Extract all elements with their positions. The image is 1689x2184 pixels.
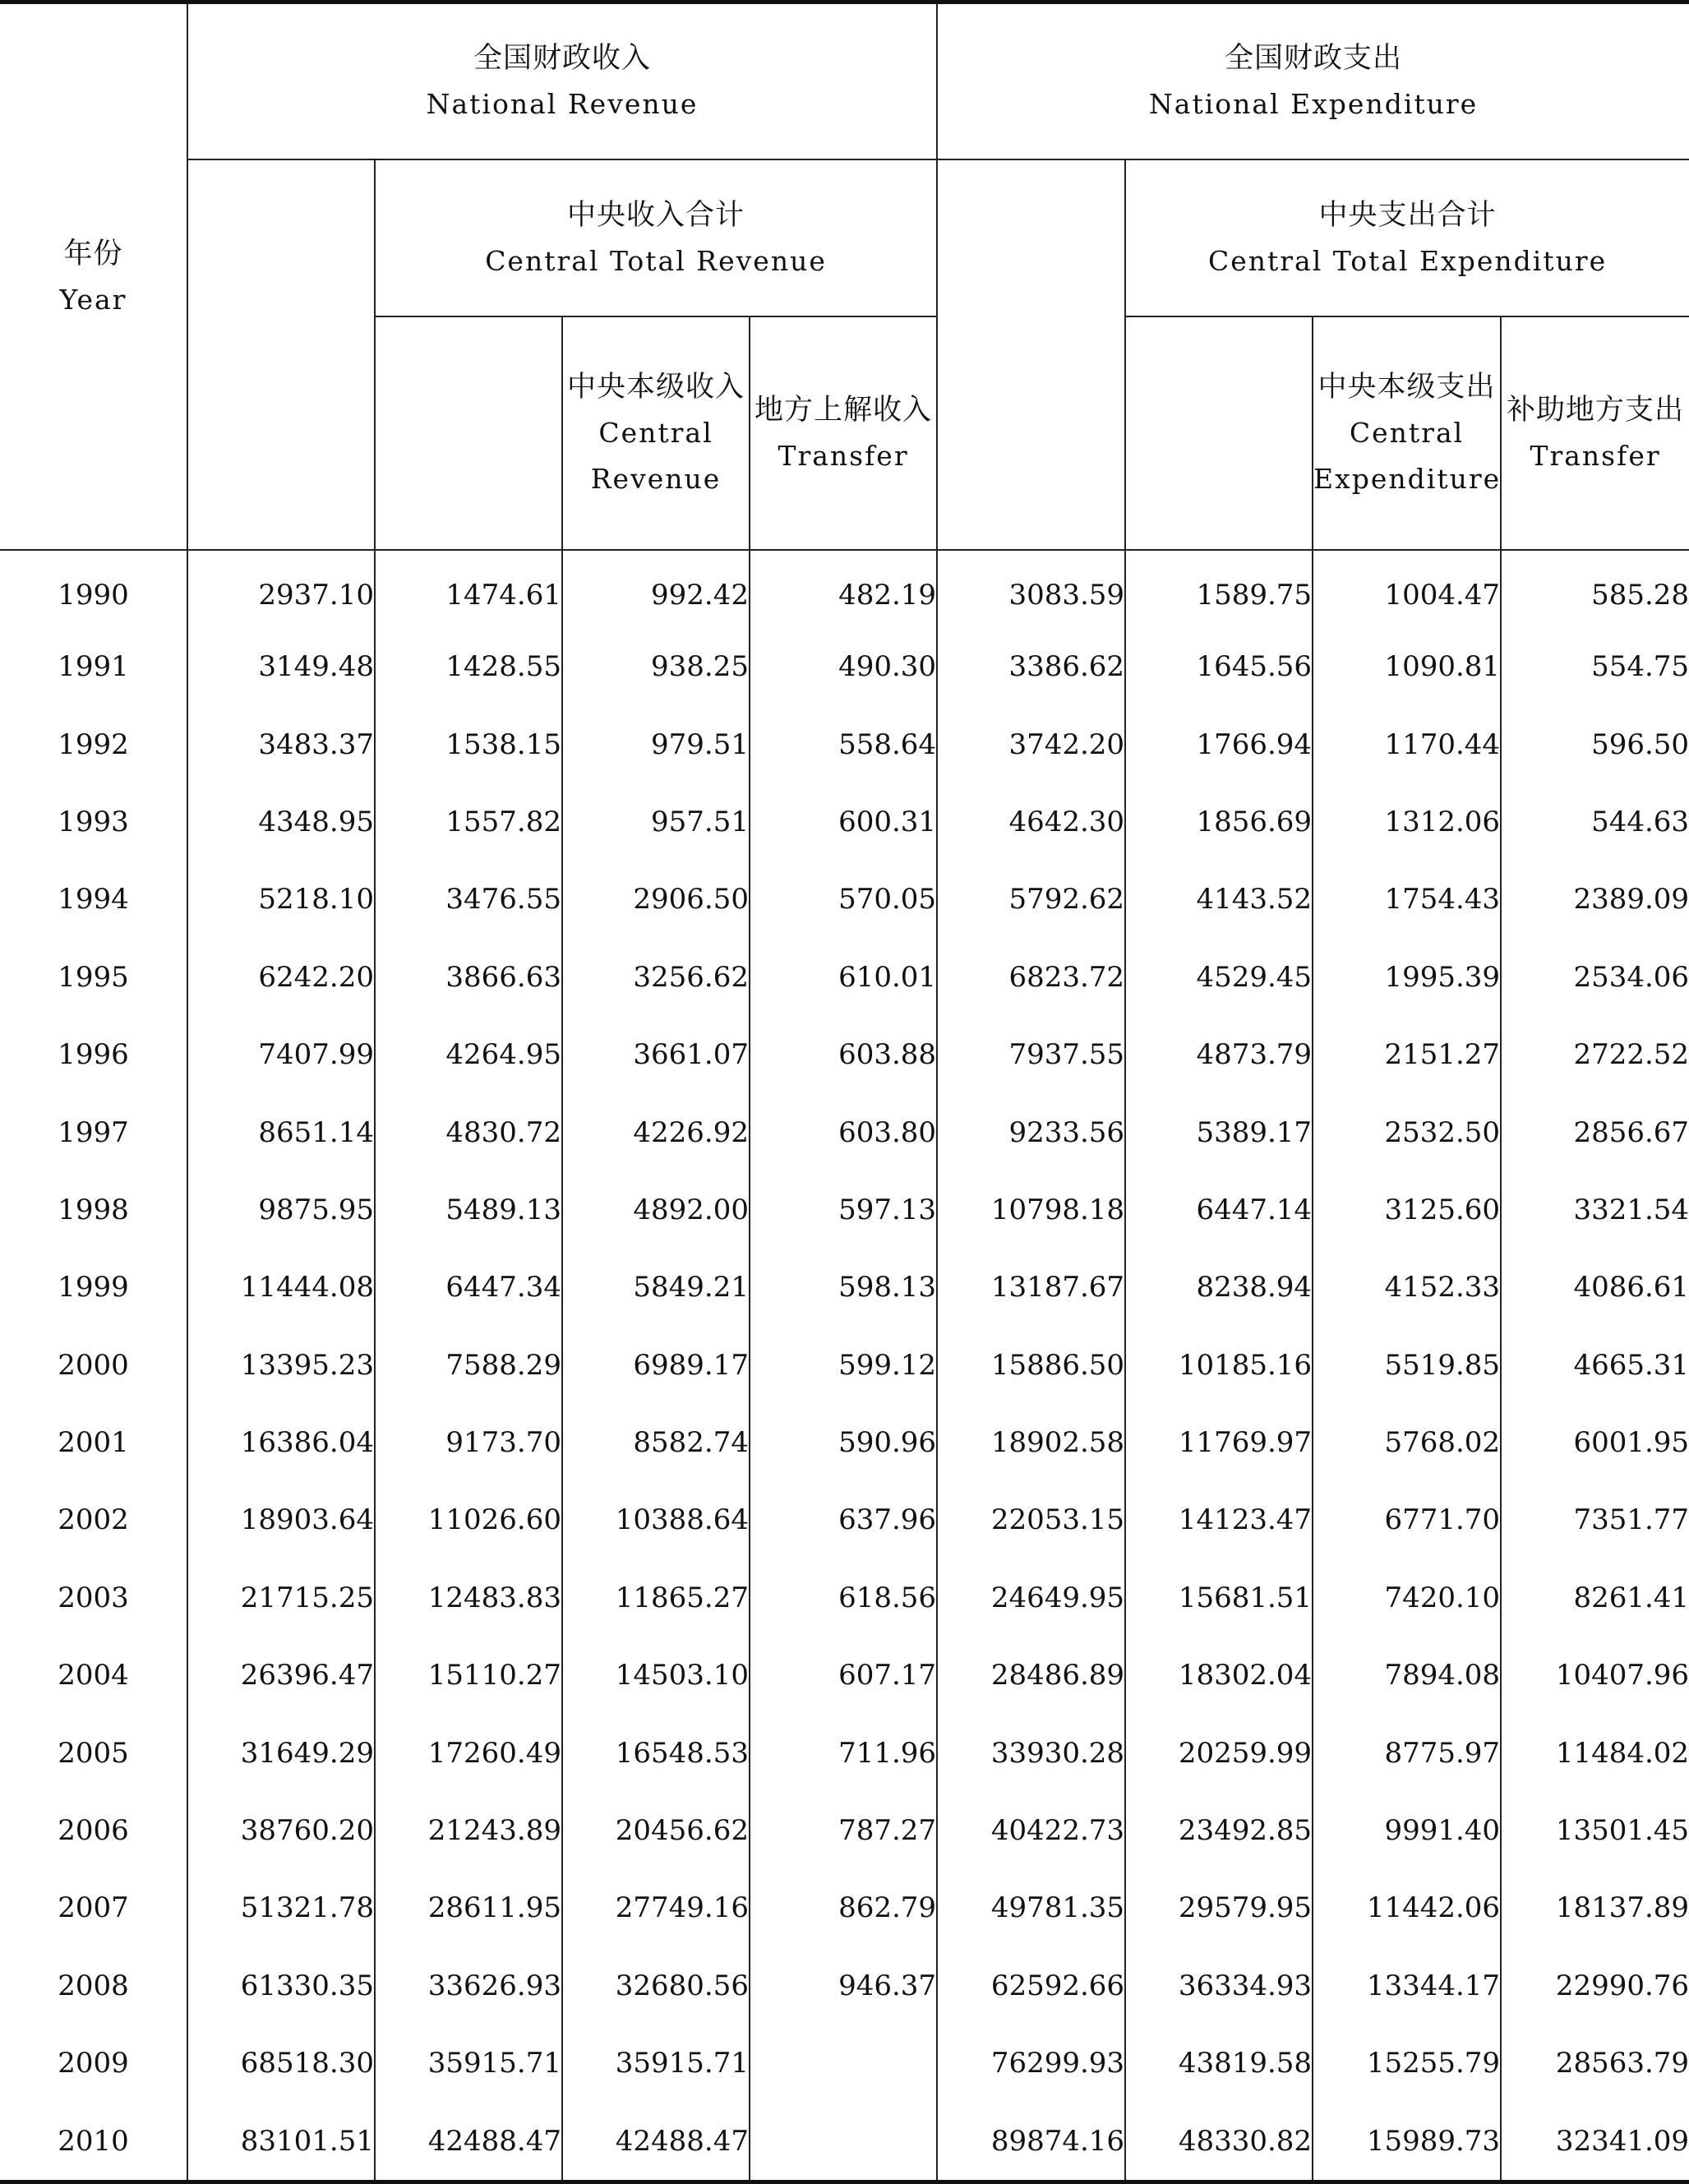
cell-transfer-in: 711.96 bbox=[750, 1714, 937, 1791]
cell-central-total-revenue: 1557.82 bbox=[375, 783, 562, 861]
cell-central-expenditure: 1170.44 bbox=[1313, 705, 1501, 783]
cell-central-total-revenue: 1538.15 bbox=[375, 705, 562, 783]
cell-central-revenue: 10388.64 bbox=[562, 1481, 750, 1558]
header-central-total-revenue bbox=[375, 159, 937, 316]
cell-national-revenue: 3483.37 bbox=[187, 705, 375, 783]
cell-national-revenue: 16386.04 bbox=[187, 1404, 375, 1481]
cell-national-revenue: 5218.10 bbox=[187, 861, 375, 938]
table-row bbox=[0, 1404, 1689, 1481]
cell-transfer-out: 32341.09 bbox=[1501, 2102, 1689, 2182]
cell-central-total-revenue: 5489.13 bbox=[375, 1171, 562, 1249]
cell-central-total-revenue: 4830.72 bbox=[375, 1093, 562, 1170]
cell-transfer-out: 4086.61 bbox=[1501, 1249, 1689, 1326]
cell-central-total-revenue: 28611.95 bbox=[375, 1869, 562, 1946]
cell-transfer-in: 482.19 bbox=[750, 550, 937, 628]
cell-central-revenue: 16548.53 bbox=[562, 1714, 750, 1791]
cell-year: 1998 bbox=[58, 1193, 129, 1226]
cell-central-total-expenditure: 5389.17 bbox=[1125, 1093, 1313, 1170]
cell-transfer-out: 2534.06 bbox=[1501, 939, 1689, 1016]
cell-year: 1995 bbox=[58, 960, 129, 994]
header-central-revenue-en1: Central bbox=[598, 417, 713, 449]
cell-central-total-revenue: 17260.49 bbox=[375, 1714, 562, 1791]
cell-year: 1997 bbox=[58, 1115, 129, 1149]
cell-transfer-out: 8261.41 bbox=[1501, 1559, 1689, 1637]
cell-transfer-in: 603.80 bbox=[750, 1093, 937, 1170]
cell-transfer-out: 6001.95 bbox=[1501, 1404, 1689, 1481]
cell-central-expenditure: 13344.17 bbox=[1313, 1947, 1501, 2025]
table-row bbox=[0, 1869, 1689, 1946]
cell-central-total-expenditure: 4143.52 bbox=[1125, 861, 1313, 938]
cell-central-total-revenue: 11026.60 bbox=[375, 1481, 562, 1558]
cell-year: 1991 bbox=[58, 650, 129, 684]
header-national-expenditure-total-cell bbox=[937, 159, 1125, 550]
table-row bbox=[0, 628, 1689, 705]
header-transfer-in-en: Transfer bbox=[778, 440, 909, 472]
cell-central-total-revenue: 1474.61 bbox=[375, 550, 562, 628]
cell-central-revenue: 2906.50 bbox=[562, 861, 750, 938]
header-national-revenue-en: National Revenue bbox=[426, 88, 699, 120]
cell-national-revenue: 51321.78 bbox=[187, 1869, 375, 1946]
cell-central-total-revenue: 21243.89 bbox=[375, 1792, 562, 1869]
cell-transfer-out: 18137.89 bbox=[1501, 1869, 1689, 1946]
cell-transfer-in: 637.96 bbox=[750, 1481, 937, 1558]
header-year-en: Year bbox=[59, 283, 127, 316]
cell-central-total-expenditure: 48330.82 bbox=[1125, 2102, 1313, 2182]
cell-national-expenditure: 3083.59 bbox=[937, 550, 1125, 628]
cell-central-expenditure: 7420.10 bbox=[1313, 1559, 1501, 1637]
cell-national-expenditure: 33930.28 bbox=[937, 1714, 1125, 1791]
cell-year: 1996 bbox=[58, 1038, 129, 1072]
cell-national-expenditure: 62592.66 bbox=[937, 1947, 1125, 2025]
cell-central-expenditure: 15989.73 bbox=[1313, 2102, 1501, 2182]
cell-transfer-in: 597.13 bbox=[750, 1171, 937, 1249]
cell-national-expenditure: 5792.62 bbox=[937, 861, 1125, 938]
header-year bbox=[0, 2, 187, 551]
cell-central-expenditure: 2151.27 bbox=[1313, 1016, 1501, 1093]
cell-central-total-expenditure: 1589.75 bbox=[1125, 550, 1313, 628]
table-row bbox=[0, 2102, 1689, 2182]
header-central-expenditure-total-cell bbox=[1125, 316, 1313, 550]
cell-central-revenue: 20456.62 bbox=[562, 1792, 750, 1869]
cell-transfer-out: 554.75 bbox=[1501, 628, 1689, 705]
cell-central-revenue: 992.42 bbox=[562, 550, 750, 628]
cell-year: 1993 bbox=[58, 805, 129, 838]
header-transfer-out-en: Transfer bbox=[1530, 440, 1661, 472]
cell-national-expenditure: 15886.50 bbox=[937, 1327, 1125, 1404]
header-central-revenue bbox=[562, 316, 750, 550]
cell-year: 1990 bbox=[58, 579, 129, 612]
header-central-expenditure-zh: 中央本级支出 bbox=[1318, 371, 1496, 404]
cell-year: 2006 bbox=[58, 1814, 129, 1848]
cell-transfer-out: 544.63 bbox=[1501, 783, 1689, 861]
table-row bbox=[0, 1947, 1689, 2025]
table-row bbox=[0, 1559, 1689, 1637]
table-row bbox=[0, 705, 1689, 783]
cell-transfer-out: 2722.52 bbox=[1501, 1016, 1689, 1093]
cell-central-expenditure: 6771.70 bbox=[1313, 1481, 1501, 1558]
cell-transfer-in: 603.88 bbox=[750, 1016, 937, 1093]
cell-transfer-in: 590.96 bbox=[750, 1404, 937, 1481]
cell-central-expenditure: 1312.06 bbox=[1313, 783, 1501, 861]
cell-central-total-expenditure: 1766.94 bbox=[1125, 705, 1313, 783]
table-row bbox=[0, 1481, 1689, 1558]
cell-national-expenditure: 6823.72 bbox=[937, 939, 1125, 1016]
cell-national-revenue: 26396.47 bbox=[187, 1637, 375, 1714]
cell-national-revenue: 68518.30 bbox=[187, 2025, 375, 2102]
cell-central-revenue: 4226.92 bbox=[562, 1093, 750, 1170]
cell-national-expenditure: 3742.20 bbox=[937, 705, 1125, 783]
table-body bbox=[0, 550, 1689, 2182]
cell-central-total-expenditure: 6447.14 bbox=[1125, 1171, 1313, 1249]
cell-central-total-expenditure: 23492.85 bbox=[1125, 1792, 1313, 1869]
cell-central-total-revenue: 4264.95 bbox=[375, 1016, 562, 1093]
cell-central-total-expenditure: 15681.51 bbox=[1125, 1559, 1313, 1637]
cell-year: 2010 bbox=[58, 2124, 129, 2158]
cell-transfer-out: 585.28 bbox=[1501, 550, 1689, 628]
cell-central-revenue: 3256.62 bbox=[562, 939, 750, 1016]
cell-transfer-in: 600.31 bbox=[750, 783, 937, 861]
cell-central-expenditure: 11442.06 bbox=[1313, 1869, 1501, 1946]
table-row bbox=[0, 550, 1689, 628]
cell-year: 2003 bbox=[58, 1581, 129, 1614]
cell-central-expenditure: 5768.02 bbox=[1313, 1404, 1501, 1481]
cell-transfer-out: 2856.67 bbox=[1501, 1093, 1689, 1170]
cell-central-total-revenue: 12483.83 bbox=[375, 1559, 562, 1637]
cell-central-revenue: 11865.27 bbox=[562, 1559, 750, 1637]
cell-central-total-expenditure: 14123.47 bbox=[1125, 1481, 1313, 1558]
cell-transfer-in: 490.30 bbox=[750, 628, 937, 705]
header-central-expenditure-en1: Central bbox=[1349, 417, 1465, 449]
header-national-expenditure-en: National Expenditure bbox=[1148, 88, 1479, 120]
cell-central-total-expenditure: 36334.93 bbox=[1125, 1947, 1313, 2025]
cell-national-revenue: 18903.64 bbox=[187, 1481, 375, 1558]
cell-central-total-revenue: 33626.93 bbox=[375, 1947, 562, 2025]
cell-central-revenue: 979.51 bbox=[562, 705, 750, 783]
cell-transfer-out: 28563.79 bbox=[1501, 2025, 1689, 2102]
cell-national-revenue: 21715.25 bbox=[187, 1559, 375, 1637]
table-row bbox=[0, 1327, 1689, 1404]
header-national-expenditure bbox=[937, 2, 1689, 160]
cell-national-expenditure: 18902.58 bbox=[937, 1404, 1125, 1481]
cell-central-expenditure: 1004.47 bbox=[1313, 550, 1501, 628]
cell-central-total-revenue: 15110.27 bbox=[375, 1637, 562, 1714]
cell-central-expenditure: 1090.81 bbox=[1313, 628, 1501, 705]
cell-central-total-expenditure: 8238.94 bbox=[1125, 1249, 1313, 1326]
cell-national-expenditure: 4642.30 bbox=[937, 783, 1125, 861]
cell-national-expenditure: 76299.93 bbox=[937, 2025, 1125, 2102]
cell-central-total-revenue: 1428.55 bbox=[375, 628, 562, 705]
header-national-revenue bbox=[187, 2, 937, 160]
cell-national-expenditure: 49781.35 bbox=[937, 1869, 1125, 1946]
header-central-total-expenditure bbox=[1125, 159, 1689, 316]
cell-year: 2001 bbox=[58, 1426, 129, 1460]
cell-national-revenue: 9875.95 bbox=[187, 1171, 375, 1249]
header-central-total-revenue-zh: 中央收入合计 bbox=[567, 198, 745, 232]
cell-year: 2000 bbox=[58, 1348, 129, 1382]
header-transfer-out-zh: 补助地方支出 bbox=[1507, 394, 1685, 427]
table-row bbox=[0, 1637, 1689, 1714]
table-row bbox=[0, 1093, 1689, 1170]
cell-national-expenditure: 28486.89 bbox=[937, 1637, 1125, 1714]
cell-national-expenditure: 7937.55 bbox=[937, 1016, 1125, 1093]
header-central-total-expenditure-zh: 中央支出合计 bbox=[1318, 198, 1497, 232]
cell-national-expenditure: 22053.15 bbox=[937, 1481, 1125, 1558]
header-central-total-revenue-en: Central Total Revenue bbox=[485, 244, 827, 277]
table-row bbox=[0, 1249, 1689, 1326]
cell-central-total-revenue: 7588.29 bbox=[375, 1327, 562, 1404]
cell-central-total-expenditure: 10185.16 bbox=[1125, 1327, 1313, 1404]
cell-transfer-out: 596.50 bbox=[1501, 705, 1689, 783]
cell-central-total-expenditure: 1645.56 bbox=[1125, 628, 1313, 705]
cell-central-expenditure: 7894.08 bbox=[1313, 1637, 1501, 1714]
cell-transfer-in bbox=[750, 2102, 937, 2182]
header-transfer-out bbox=[1501, 316, 1689, 550]
cell-central-expenditure: 1754.43 bbox=[1313, 861, 1501, 938]
cell-national-revenue: 11444.08 bbox=[187, 1249, 375, 1326]
table-row bbox=[0, 1714, 1689, 1791]
cell-year: 1994 bbox=[58, 883, 129, 917]
cell-central-revenue: 938.25 bbox=[562, 628, 750, 705]
cell-central-revenue: 957.51 bbox=[562, 783, 750, 861]
cell-transfer-in: 946.37 bbox=[750, 1947, 937, 2025]
cell-central-total-revenue: 3476.55 bbox=[375, 861, 562, 938]
cell-central-revenue: 6989.17 bbox=[562, 1327, 750, 1404]
cell-national-revenue: 3149.48 bbox=[187, 628, 375, 705]
cell-transfer-out: 4665.31 bbox=[1501, 1327, 1689, 1404]
table-row bbox=[0, 1792, 1689, 1869]
cell-central-total-expenditure: 18302.04 bbox=[1125, 1637, 1313, 1714]
cell-central-expenditure: 9991.40 bbox=[1313, 1792, 1501, 1869]
cell-central-expenditure: 4152.33 bbox=[1313, 1249, 1501, 1326]
cell-national-revenue: 6242.20 bbox=[187, 939, 375, 1016]
cell-transfer-in: 599.12 bbox=[750, 1327, 937, 1404]
cell-transfer-out: 11484.02 bbox=[1501, 1714, 1689, 1791]
cell-transfer-in: 607.17 bbox=[750, 1637, 937, 1714]
cell-transfer-out: 7351.77 bbox=[1501, 1481, 1689, 1558]
cell-central-revenue: 42488.47 bbox=[562, 2102, 750, 2182]
cell-central-total-revenue: 42488.47 bbox=[375, 2102, 562, 2182]
cell-national-expenditure: 10798.18 bbox=[937, 1171, 1125, 1249]
header-transfer-in-zh: 地方上解收入 bbox=[755, 394, 933, 427]
cell-national-revenue: 38760.20 bbox=[187, 1792, 375, 1869]
cell-national-revenue: 13395.23 bbox=[187, 1327, 375, 1404]
table-row bbox=[0, 861, 1689, 938]
cell-national-revenue: 4348.95 bbox=[187, 783, 375, 861]
header-national-revenue-total-cell bbox=[187, 159, 375, 550]
header-central-expenditure-en2: Expenditure bbox=[1313, 463, 1502, 495]
cell-central-total-expenditure: 20259.99 bbox=[1125, 1714, 1313, 1791]
cell-national-revenue: 61330.35 bbox=[187, 1947, 375, 2025]
cell-national-revenue: 2937.10 bbox=[187, 550, 375, 628]
cell-transfer-in: 558.64 bbox=[750, 705, 937, 783]
header-central-total-expenditure-en: Central Total Expenditure bbox=[1207, 244, 1608, 277]
header-national-expenditure-zh: 全国财政支出 bbox=[1225, 42, 1403, 75]
cell-central-total-expenditure: 1856.69 bbox=[1125, 783, 1313, 861]
header-central-revenue-total-cell bbox=[375, 316, 562, 550]
cell-national-revenue: 7407.99 bbox=[187, 1016, 375, 1093]
header-national-revenue-zh: 全国财政收入 bbox=[473, 42, 652, 75]
cell-central-total-revenue: 3866.63 bbox=[375, 939, 562, 1016]
cell-year: 2004 bbox=[58, 1659, 129, 1692]
table-row bbox=[0, 1171, 1689, 1249]
header-central-revenue-zh: 中央本级收入 bbox=[566, 371, 745, 404]
cell-year: 2002 bbox=[58, 1503, 129, 1537]
cell-year: 1999 bbox=[58, 1271, 129, 1304]
cell-central-total-revenue: 9173.70 bbox=[375, 1404, 562, 1481]
cell-central-revenue: 27749.16 bbox=[562, 1869, 750, 1946]
cell-transfer-in: 610.01 bbox=[750, 939, 937, 1016]
cell-central-total-expenditure: 43819.58 bbox=[1125, 2025, 1313, 2102]
header-central-expenditure bbox=[1313, 316, 1501, 550]
cell-central-total-expenditure: 4873.79 bbox=[1125, 1016, 1313, 1093]
cell-central-total-expenditure: 4529.45 bbox=[1125, 939, 1313, 1016]
cell-national-revenue: 8651.14 bbox=[187, 1093, 375, 1170]
cell-national-expenditure: 13187.67 bbox=[937, 1249, 1125, 1326]
cell-central-revenue: 35915.71 bbox=[562, 2025, 750, 2102]
cell-transfer-out: 22990.76 bbox=[1501, 1947, 1689, 2025]
cell-year: 2007 bbox=[58, 1891, 129, 1925]
cell-year: 2008 bbox=[58, 1969, 129, 2002]
cell-national-expenditure: 40422.73 bbox=[937, 1792, 1125, 1869]
cell-national-revenue: 83101.51 bbox=[187, 2102, 375, 2182]
cell-central-total-revenue: 6447.34 bbox=[375, 1249, 562, 1326]
cell-central-revenue: 14503.10 bbox=[562, 1637, 750, 1714]
cell-transfer-out: 3321.54 bbox=[1501, 1171, 1689, 1249]
cell-central-total-expenditure: 11769.97 bbox=[1125, 1404, 1313, 1481]
cell-national-expenditure: 9233.56 bbox=[937, 1093, 1125, 1170]
cell-transfer-in: 787.27 bbox=[750, 1792, 937, 1869]
cell-central-expenditure: 3125.60 bbox=[1313, 1171, 1501, 1249]
cell-transfer-in: 862.79 bbox=[750, 1869, 937, 1946]
cell-central-expenditure: 2532.50 bbox=[1313, 1093, 1501, 1170]
cell-transfer-in: 570.05 bbox=[750, 861, 937, 938]
cell-national-expenditure: 89874.16 bbox=[937, 2102, 1125, 2182]
cell-national-expenditure: 24649.95 bbox=[937, 1559, 1125, 1637]
cell-transfer-in: 618.56 bbox=[750, 1559, 937, 1637]
cell-central-revenue: 5849.21 bbox=[562, 1249, 750, 1326]
cell-central-expenditure: 1995.39 bbox=[1313, 939, 1501, 1016]
cell-central-expenditure: 8775.97 bbox=[1313, 1714, 1501, 1791]
table-row bbox=[0, 783, 1689, 861]
cell-central-expenditure: 5519.85 bbox=[1313, 1327, 1501, 1404]
cell-national-expenditure: 3386.62 bbox=[937, 628, 1125, 705]
cell-central-expenditure: 15255.79 bbox=[1313, 2025, 1501, 2102]
cell-national-revenue: 31649.29 bbox=[187, 1714, 375, 1791]
cell-transfer-out: 10407.96 bbox=[1501, 1637, 1689, 1714]
table-row bbox=[0, 1016, 1689, 1093]
cell-central-total-expenditure: 29579.95 bbox=[1125, 1869, 1313, 1946]
cell-year: 1992 bbox=[58, 727, 129, 761]
cell-central-revenue: 3661.07 bbox=[562, 1016, 750, 1093]
cell-transfer-in bbox=[750, 2025, 937, 2102]
table-row bbox=[0, 939, 1689, 1016]
cell-central-revenue: 4892.00 bbox=[562, 1171, 750, 1249]
header-transfer-in bbox=[750, 316, 937, 550]
cell-year: 2009 bbox=[58, 2047, 129, 2080]
header-central-revenue-en2: Revenue bbox=[590, 463, 722, 495]
cell-transfer-out: 13501.45 bbox=[1501, 1792, 1689, 1869]
header-year-zh: 年份 bbox=[63, 237, 123, 270]
cell-central-revenue: 32680.56 bbox=[562, 1947, 750, 2025]
cell-transfer-out: 2389.09 bbox=[1501, 861, 1689, 938]
cell-central-total-revenue: 35915.71 bbox=[375, 2025, 562, 2102]
table-row bbox=[0, 2025, 1689, 2102]
cell-transfer-in: 598.13 bbox=[750, 1249, 937, 1326]
cell-central-revenue: 8582.74 bbox=[562, 1404, 750, 1481]
cell-year: 2005 bbox=[58, 1736, 129, 1770]
